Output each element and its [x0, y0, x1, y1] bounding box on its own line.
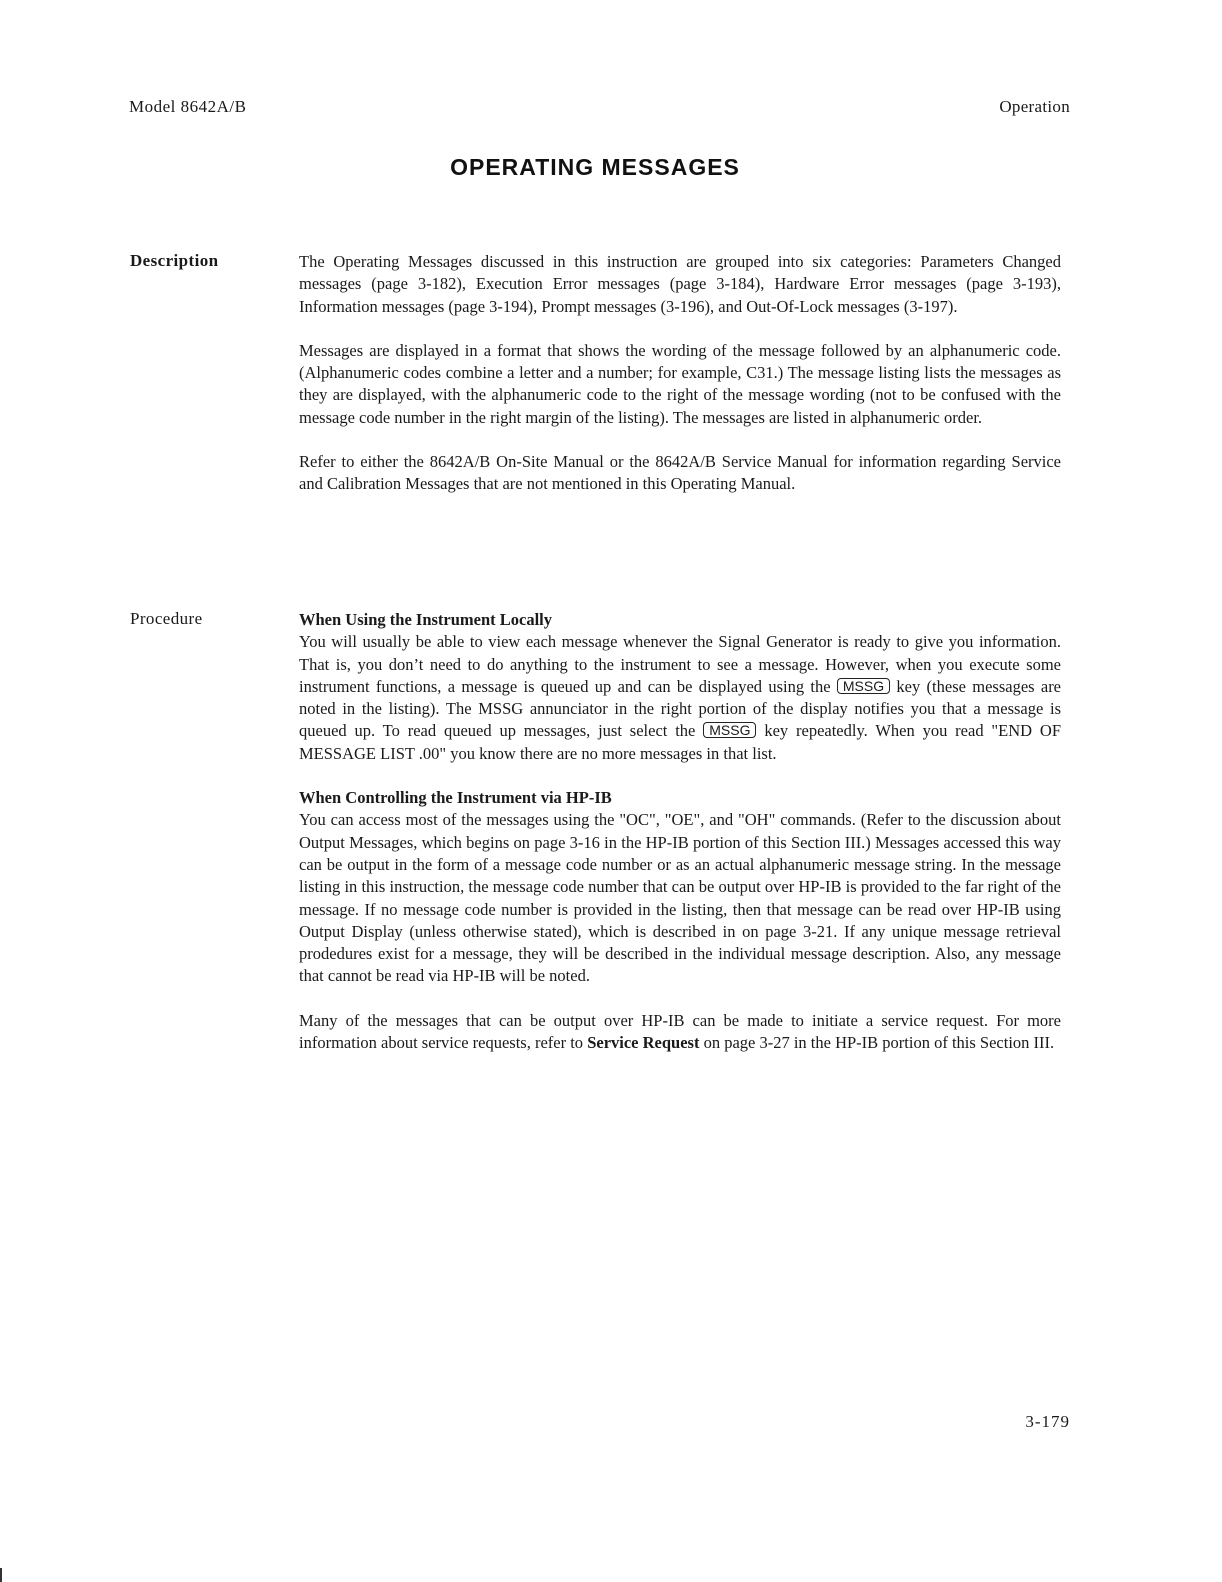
description-paragraph-2: Messages are displayed in a format that shows the wording of the message followed by an alphanumeric code. (Alphanumeric codes combine a letter and a number; for example, C31.) The message listing lists the messages as they are displayed, with the alphanumeric code to the right of the message wording (not to be confused with the message code number in the right margin of the listing). The messages are listed in alphanumeric order. — [299, 340, 1061, 427]
mssg-key: MSSG — [703, 722, 756, 738]
page-number: 3-179 — [1025, 1412, 1070, 1431]
scan-edge-mark — [0, 1568, 2, 1582]
procedure-section — [299, 609, 1061, 1054]
hpib-heading: When Controlling the Instrument via HP-IB — [299, 788, 612, 808]
hpib-paragraph: You can access most of the messages using the "OC", "OE", and "OH" commands. (Refer to the discussion about Output Messages, which begins on page 3-16 in the HP-IB portion of this Section III.) Messages accessed this way can be output in the form of a message code number or as an actual alphanumeric message string. In the message listing in this instruction, the message code number that can be output over HP-IB is provided to the far right of the message. If no message code number is provided in the listing, then that message can be read over HP-IB using Output Display (unless otherwise stated), which is described in on page 3-21. If any unique message retrieval prodedures exist for a message, they will be described in the individual message description. Also, any message that cannot be read via HP-IB will be noted. — [299, 810, 1061, 986]
local-text-part-3: key repeatedly. When you read "END OF MESSAGE LIST .00" you know there are no more messages in that list. — [299, 721, 1062, 763]
srq-text-part-1: Many of the messages that can be output over HP-IB can be made to initiate a service request. For more information about service requests, refer to — [299, 1010, 1061, 1053]
service-request-reference: Service Request — [587, 1033, 700, 1053]
local-text-part-2: key (these messages are noted in the listing). The MSSG annunciator in the right portion of the display notifies you that a message is queued up. To read queued up messages, just select the — [299, 676, 1062, 741]
header-section: Operation — [999, 97, 1070, 116]
page-title: OPERATING MESSAGES — [450, 154, 740, 180]
description-label: Description — [130, 251, 219, 270]
local-paragraph — [299, 631, 1061, 765]
procedure-label: Procedure — [130, 609, 203, 628]
description-paragraph-1: The Operating Messages discussed in this instruction are grouped into six categories: Parameters Changed messages (page 3-182), Execution Error messages (page 3-184), Hardware Error messages (page 3-193), Information messages (page 3-194), Prompt messages (3-196), and Out-Of-Lock messages (3-197). — [299, 252, 1061, 316]
header-model: Model 8642A/B — [129, 97, 247, 116]
description-paragraph-3: Refer to either the 8642A/B On-Site Manual or the 8642A/B Service Manual for information regarding Service and Calibration Messages that are not mentioned in this Operating Manual. — [299, 452, 1061, 494]
service-request-paragraph — [299, 1010, 1061, 1055]
local-heading: When Using the Instrument Locally — [299, 610, 553, 629]
srq-text-part-2: on page 3-27 in the HP-IB portion of this Section III. — [703, 1033, 1055, 1053]
local-text-part-1: You will usually be able to view each message whenever the Signal Generator is ready to give you information. That is, you don’t need to do anything to the instrument to see a message. However, when you execute some instrument functions, a message is queued up and can be displayed using the — [299, 632, 1061, 696]
mssg-key: MSSG — [837, 678, 890, 694]
description-section — [299, 251, 1061, 496]
